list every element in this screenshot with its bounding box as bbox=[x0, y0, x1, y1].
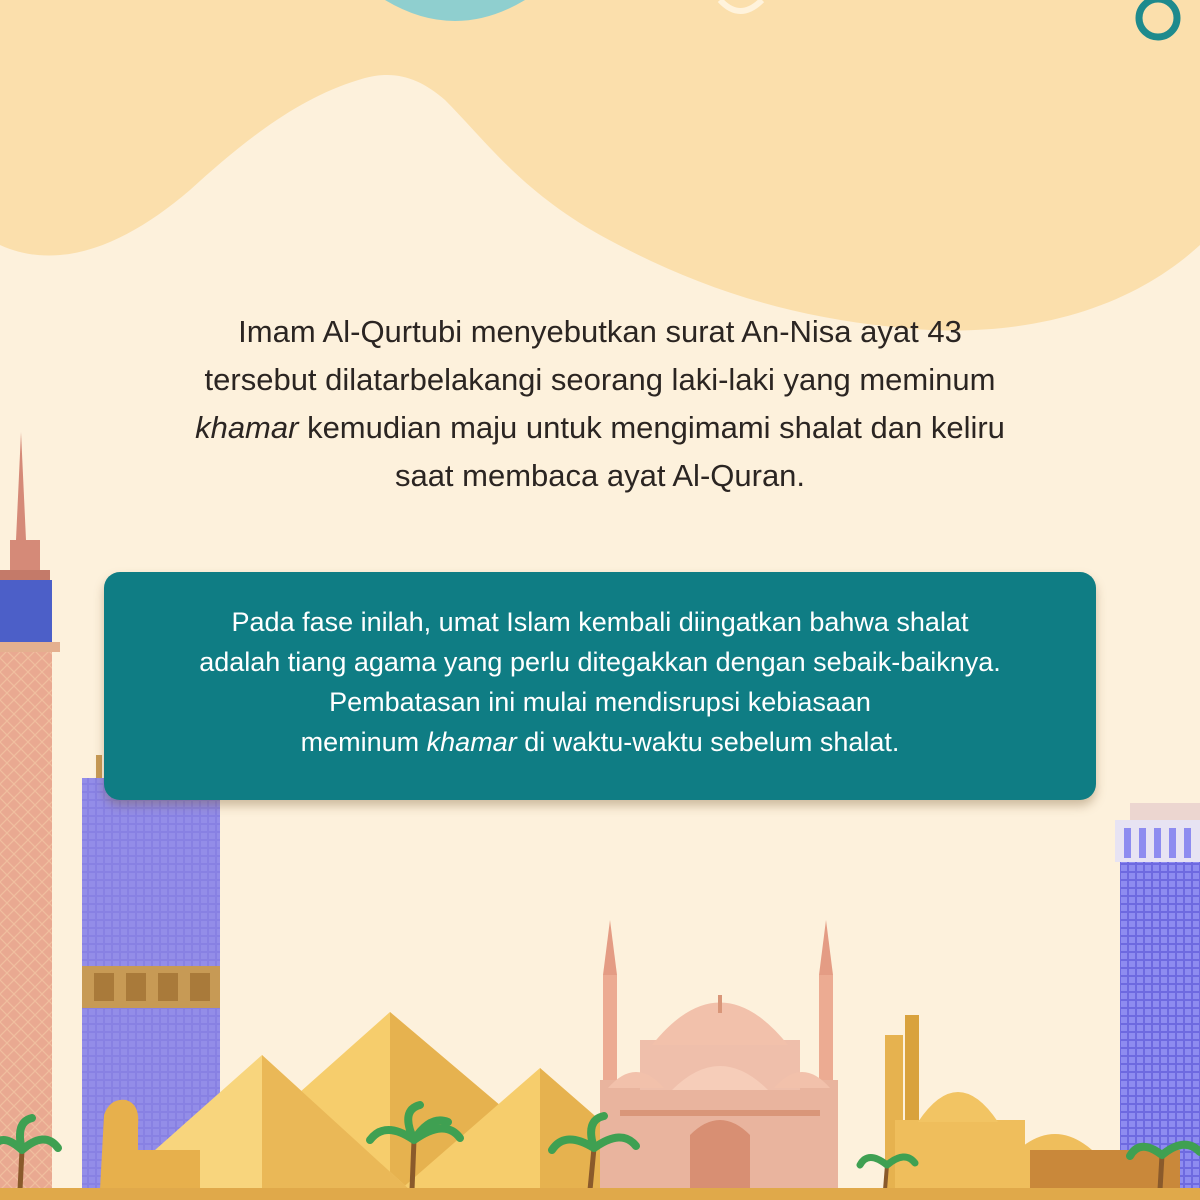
intro-line-3 bbox=[100, 404, 1100, 452]
intro-line-1: Imam Al-Qurtubi menyebutkan surat An-Nisa ayat 43 bbox=[238, 314, 962, 349]
intro-line-2: tersebut dilatarbelakangi seorang laki-laki yang meminum bbox=[204, 362, 996, 397]
intro-khamar-term: khamar bbox=[195, 410, 299, 445]
intro-paragraph bbox=[100, 308, 1100, 500]
intro-line-4: saat membaca ayat Al-Quran. bbox=[394, 458, 806, 493]
callout-line-4 bbox=[144, 722, 1056, 762]
callout-line-4-pre: meminum bbox=[300, 727, 427, 757]
tower-icon bbox=[0, 432, 60, 1200]
callout-line-1: Pada fase inilah, umat Islam kembali diingatkan bahwa shalat bbox=[231, 607, 969, 637]
callout-line-3: Pembatasan ini mulai mendisrupsi kebiasaan bbox=[329, 687, 871, 717]
intro-line-3-rest: kemudian maju untuk mengimami shalat dan keliru bbox=[298, 410, 1005, 445]
callout-line-2: adalah tiang agama yang perlu ditegakkan dengan sebaik-baiknya. bbox=[199, 647, 1001, 677]
background-blob bbox=[0, 0, 1200, 330]
building-right bbox=[1115, 803, 1200, 1200]
ground-strip bbox=[0, 1188, 1200, 1200]
callout-box bbox=[104, 572, 1096, 800]
callout-line-4-post: di waktu-waktu sebelum shalat. bbox=[516, 727, 900, 757]
callout-khamar-term: khamar bbox=[426, 727, 517, 757]
